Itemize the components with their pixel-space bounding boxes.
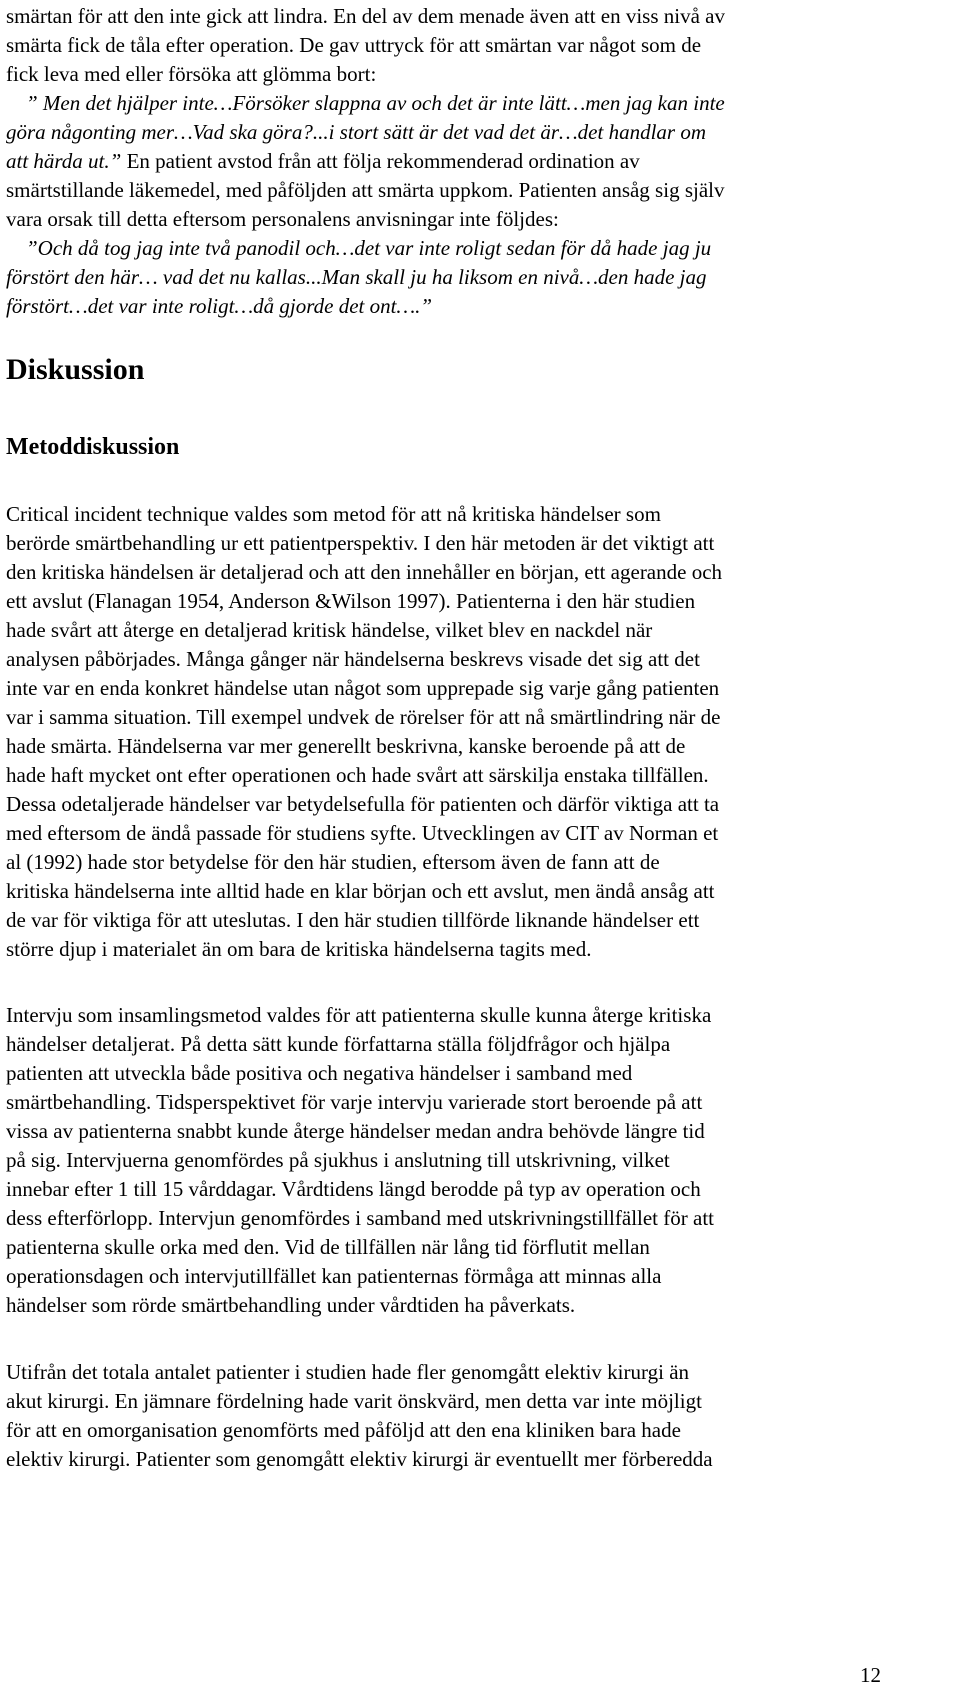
text-line: Utifrån det totala antalet patienter i studien hade fler genomgått elektiv kirurgi än — [6, 1360, 690, 1384]
text-line: hade svårt att återge en detaljerad kritisk händelse, vilket blev en nackdel när — [6, 618, 653, 642]
quote-line: göra någonting mer…Vad ska göra?...i stort sätt är det vad det är…det handlar om — [6, 120, 707, 144]
patient-paragraph — [6, 176, 724, 234]
quote-line: förstört den här… vad det nu kallas...Man skall ju ha liksom en nivå…den hade jag — [6, 265, 707, 289]
heading-diskussion: Diskussion — [6, 353, 145, 386]
text-line: smärta fick de tåla efter operation. De gav uttryck för att smärtan var något som de — [6, 33, 702, 57]
text-line: berörde smärtbehandling ur ett patientperspektiv. I den här metoden är det viktigt att — [6, 531, 715, 555]
text-line: hade haft mycket ont efter operationen och hade svårt att särskilja enstaka tillfällen. — [6, 763, 709, 787]
text-line: fick leva med eller försöka att glömma bort: — [6, 62, 377, 86]
text-line: innebar efter 1 till 15 vårddagar. Vårdtidens längd berodde på typ av operation och — [6, 1177, 701, 1201]
text-line: ett avslut (Flanagan 1954, Anderson &Wilson 1997). Patienterna i den här studien — [6, 589, 696, 613]
text-line: inte var en enda konkret händelse utan något som upprepade sig varje gång patienten — [6, 676, 720, 700]
text-line: med eftersom de ändå passade för studiens syfte. Utvecklingen av CIT av Norman et — [6, 821, 719, 845]
text-line: En patient avstod från att följa rekommenderad ordination av — [121, 149, 640, 173]
text-line: smärtstillande läkemedel, med påföljden att smärta uppkom. Patienten ansåg sig själv — [6, 178, 725, 202]
text-line: akut kirurgi. En jämnare fördelning hade varit önskvärd, men detta var inte möjligt — [6, 1389, 702, 1413]
patient-quote-1 — [6, 89, 725, 176]
text-line: operationsdagen och intervjutillfället kan patienternas förmåga att minnas alla — [6, 1264, 662, 1288]
text-line: smärtan för att den inte gick att lindra. En del av dem menade även att en viss nivå av — [6, 4, 726, 28]
text-line: patienten att utveckla både positiva och negativa händelser i samband med — [6, 1061, 633, 1085]
text-line: vara orsak till detta eftersom personalens anvisningar inte följdes: — [6, 207, 559, 231]
method-paragraph-3 — [6, 1358, 713, 1474]
quote-line: ” Men det hjälper inte…Försöker slappna av och det är inte lätt…men jag kan inte — [26, 91, 725, 115]
text-line: smärtbehandling. Tidsperspektivet för varje intervju varierade stort beroende på att — [6, 1090, 703, 1114]
text-line: elektiv kirurgi. Patienter som genomgått elektiv kirurgi är eventuellt mer förberedda — [6, 1447, 713, 1471]
text-line: händelser detaljerat. På detta sätt kunde författarna ställa följdfrågor och hjälpa — [6, 1032, 671, 1056]
intro-paragraph — [6, 2, 725, 89]
method-paragraph-1 — [6, 500, 722, 964]
heading-metoddiskussion: Metoddiskussion — [6, 434, 180, 460]
text-line: på sig. Intervjuerna genomfördes på sjukhus i anslutning till utskrivning, vilket — [6, 1148, 670, 1172]
text-line: hade smärta. Händelserna var mer generellt beskrivna, kanske beroende på att de — [6, 734, 686, 758]
text-line: analysen påbörjades. Många gånger när händelserna beskrevs visade det sig att det — [6, 647, 700, 671]
text-line: de var för viktiga för att uteslutas. I den här studien tillförde liknande händelser ett — [6, 908, 700, 932]
text-line: vissa av patienterna snabbt kunde återge händelser medan andra behövde längre tid — [6, 1119, 705, 1143]
text-line: den kritiska händelsen är detaljerad och att den innehåller en början, ett agerande och — [6, 560, 723, 584]
text-line: händelser som rörde smärtbehandling under vårdtiden ha påverkats. — [6, 1293, 576, 1317]
text-line: större djup i materialet än om bara de kritiska händelserna tagits med. — [6, 937, 592, 961]
text-line: kritiska händelserna inte alltid hade en klar början och ett avslut, men ändå ansåg att — [6, 879, 715, 903]
text-line: patienterna skulle orka med den. Vid de tillfällen när lång tid förflutit mellan — [6, 1235, 650, 1259]
text-line: Dessa odetaljerade händelser var betydelsefulla för patienten och därför viktiga att ta — [6, 792, 720, 816]
text-line: Intervju som insamlingsmetod valdes för att patienterna skulle kunna återge kritiska — [6, 1003, 712, 1027]
method-paragraph-2 — [6, 1001, 714, 1320]
text-line: var i samma situation. Till exempel undvek de rörelser för att nå smärtlindring när de — [6, 705, 721, 729]
text-line: dess efterförlopp. Intervjun genomfördes i samband med utskrivningstillfället för att — [6, 1206, 714, 1230]
text-line: al (1992) hade stor betydelse för den här studien, eftersom även de fann att de — [6, 850, 660, 874]
quote-line: ”Och då tog jag inte två panodil och…det var inte roligt sedan för då hade jag ju — [26, 236, 712, 260]
patient-quote-2 — [6, 234, 711, 321]
text-line: för att en omorganisation genomförts med påföljd att den ena kliniken bara hade — [6, 1418, 681, 1442]
page-number: 12 — [860, 1663, 881, 1687]
quote-line: att härda ut.” — [6, 149, 122, 173]
text-line: Critical incident technique valdes som metod för att nå kritiska händelser som — [6, 502, 661, 526]
quote-line: förstört…det var inte roligt…då gjorde det ont….” — [6, 294, 433, 318]
